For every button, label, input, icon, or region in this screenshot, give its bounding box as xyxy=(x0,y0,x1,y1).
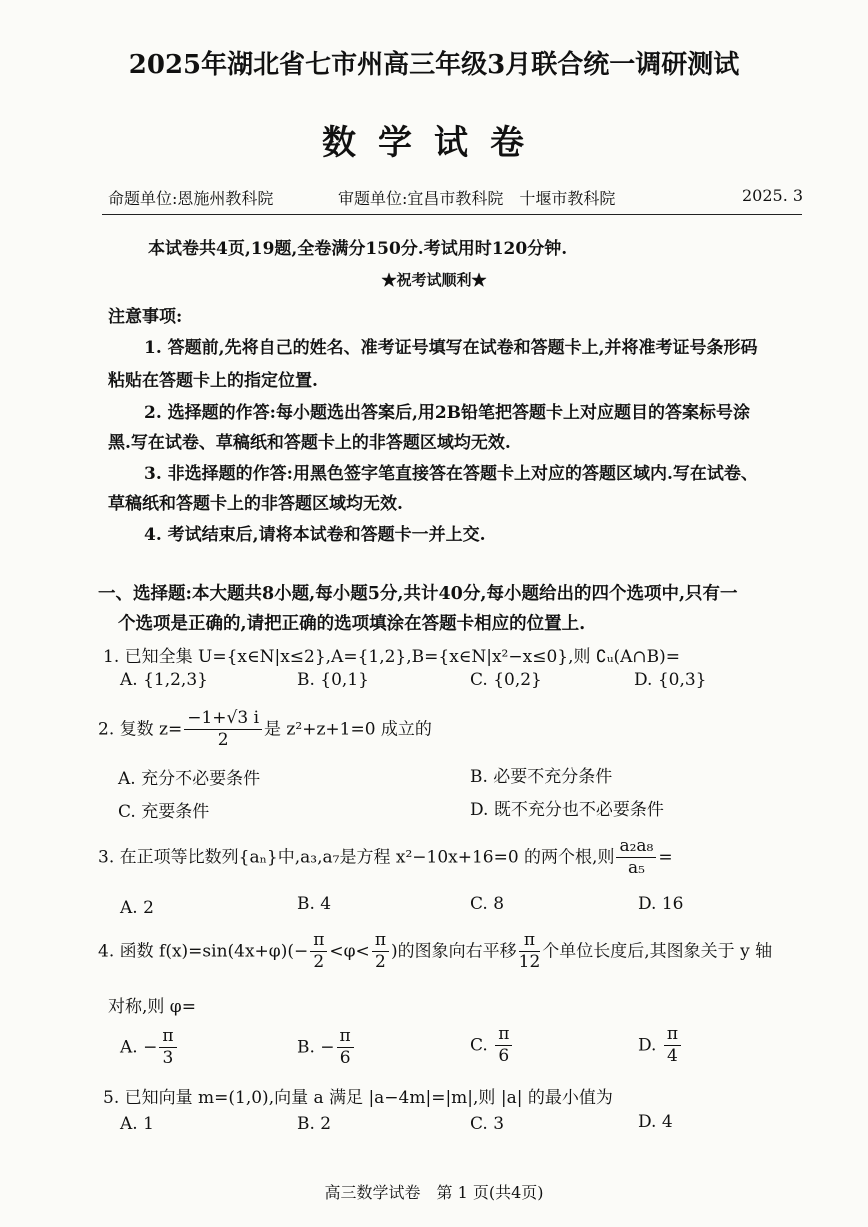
question-3-option-b: B. 4 xyxy=(297,894,332,914)
question-4-option-c xyxy=(470,1024,514,1068)
question-4-option-c-denominator: 6 xyxy=(498,1046,510,1067)
question-4-fraction-3-denominator: 12 xyxy=(518,952,541,973)
question-4-part-4: 个单位长度后,其图象关于 y 轴 xyxy=(542,941,773,962)
question-4-option-a-denominator: 3 xyxy=(162,1048,174,1069)
note-1-line-1: 1. 答题前,先将自己的姓名、准考证号填写在试卷和答题卡上,并将准考证号条形码 xyxy=(144,338,758,358)
question-4-fraction-1 xyxy=(310,930,327,974)
question-4-fraction-1-denominator: 2 xyxy=(313,952,325,973)
question-2-option-a: A. 充分不必要条件 xyxy=(118,769,261,789)
question-4-option-d-denominator: 4 xyxy=(667,1046,678,1067)
question-4-option-d-numerator: π xyxy=(664,1024,681,1046)
question-2-denominator: 2 xyxy=(217,730,229,751)
note-1-line-2: 粘贴在答题卡上的指定位置. xyxy=(108,371,318,391)
exam-date: 2025. 3 xyxy=(742,186,804,205)
note-3-line-2: 草稿纸和答题卡上的非答题区域均无效. xyxy=(108,494,403,514)
note-2-line-2: 黑.写在试卷、草稿纸和答题卡上的非答题区域均无效. xyxy=(108,433,511,453)
question-5-option-a: A. 1 xyxy=(120,1114,154,1134)
review-unit: 审题单位:宜昌市教科院 十堰市教科院 xyxy=(338,189,616,208)
question-3-fraction xyxy=(616,836,656,880)
question-5-option-c: C. 3 xyxy=(470,1114,505,1134)
section-1-line-2: 个选项是正确的,请把正确的选项填涂在答题卡相应的位置上. xyxy=(118,614,586,634)
author-unit: 命题单位:恩施州教科院 xyxy=(108,189,274,208)
question-2-option-d: D. 既不充分也不必要条件 xyxy=(470,800,664,820)
question-4-option-b-numerator: π xyxy=(337,1026,354,1048)
question-4-option-a-numerator: π xyxy=(159,1026,176,1048)
question-4-part-2: <φ< xyxy=(329,941,370,962)
question-2-numerator: −1+√3 i xyxy=(184,708,262,730)
question-1-option-a: A. {1,2,3} xyxy=(120,670,208,690)
question-2-suffix: 是 z²+z+1=0 成立的 xyxy=(264,719,432,740)
note-4: 4. 考试结束后,请将本试卷和答题卡一并上交. xyxy=(144,525,486,545)
question-3-option-a: A. 2 xyxy=(120,898,154,918)
question-3-suffix: = xyxy=(658,847,673,868)
header-divider xyxy=(102,214,802,215)
question-4-line-2: 对称,则 φ= xyxy=(108,997,196,1017)
question-4-option-d xyxy=(638,1024,683,1068)
question-4-fraction-2-numerator: π xyxy=(372,930,389,952)
question-5-option-d: D. 4 xyxy=(638,1112,673,1132)
question-2-option-b: B. 必要不充分条件 xyxy=(470,767,613,787)
exam-title: 2025年湖北省七市州高三年级3月联合统一调研测试 xyxy=(128,50,740,80)
question-3-denominator: a₅ xyxy=(627,858,645,879)
good-luck-banner: ★祝考试顺利★ xyxy=(381,271,487,289)
question-1-option-b: B. {0,1} xyxy=(297,670,369,690)
question-4-option-c-numerator: π xyxy=(495,1024,512,1046)
notes-heading: 注意事项: xyxy=(108,307,183,327)
question-2-prefix: 2. 复数 z= xyxy=(98,719,183,740)
note-2-line-1: 2. 选择题的作答:每小题选出答案后,用2B铅笔把答题卡上对应题目的答案标号涂 xyxy=(144,403,751,423)
question-4-fraction-1-numerator: π xyxy=(310,930,327,952)
question-4-option-b-denominator: 6 xyxy=(339,1048,351,1069)
question-3-stem xyxy=(98,836,673,880)
question-3-option-d: D. 16 xyxy=(638,894,684,914)
question-4-option-d-label: D. xyxy=(638,1035,662,1056)
question-4-part-1: 4. 函数 f(x)=sin(4x+φ)(− xyxy=(98,941,309,962)
question-4-option-b-label: B. − xyxy=(297,1037,335,1058)
exam-info: 本试卷共4页,19题,全卷满分150分.考试用时120分钟. xyxy=(148,239,568,259)
question-1-stem: 1. 已知全集 U={x∈N|x≤2},A={1,2},B={x∈N|x²−x≤0},则 ∁ᵤ(A∩B)= xyxy=(103,647,681,667)
question-4-fraction-2-denominator: 2 xyxy=(374,952,386,973)
question-4-stem xyxy=(98,930,772,974)
question-4-option-a xyxy=(120,1026,179,1070)
question-1-option-c: C. {0,2} xyxy=(470,670,542,690)
question-5-option-b: B. 2 xyxy=(297,1114,332,1134)
question-4-fraction-3-numerator: π xyxy=(519,930,541,952)
question-5-stem: 5. 已知向量 m=(1,0),向量 a 满足 |a−4m|=|m|,则 |a| 的最小值为 xyxy=(103,1088,613,1108)
section-1-line-1: 一、选择题:本大题共8小题,每小题5分,共计40分,每小题给出的四个选项中,只有一 xyxy=(98,584,738,604)
question-2-option-c: C. 充要条件 xyxy=(118,802,210,822)
question-4-part-3: )的图象向右平移 xyxy=(391,941,517,962)
question-4-option-b xyxy=(297,1026,356,1070)
question-2-stem xyxy=(98,708,432,752)
question-3-option-c: C. 8 xyxy=(470,894,505,914)
question-2-fraction xyxy=(184,708,262,752)
question-3-prefix: 3. 在正项等比数列{aₙ}中,a₃,a₇是方程 x²−10x+16=0 的两个根,则 xyxy=(98,847,615,868)
question-1-option-d: D. {0,3} xyxy=(634,670,707,690)
question-3-numerator: a₂a₈ xyxy=(616,836,656,858)
exam-subtitle: 数学试卷 xyxy=(322,123,546,163)
question-4-option-a-label: A. − xyxy=(120,1037,158,1058)
question-4-option-c-label: C. xyxy=(470,1035,494,1056)
question-4-fraction-2 xyxy=(372,930,389,974)
page-footer: 高三数学试卷 第 1 页(共4页) xyxy=(324,1183,544,1202)
question-4-fraction-3 xyxy=(519,930,541,974)
note-3-line-1: 3. 非选择题的作答:用黑色签字笔直接答在答题卡上对应的答题区域内.写在试卷、 xyxy=(144,464,758,484)
